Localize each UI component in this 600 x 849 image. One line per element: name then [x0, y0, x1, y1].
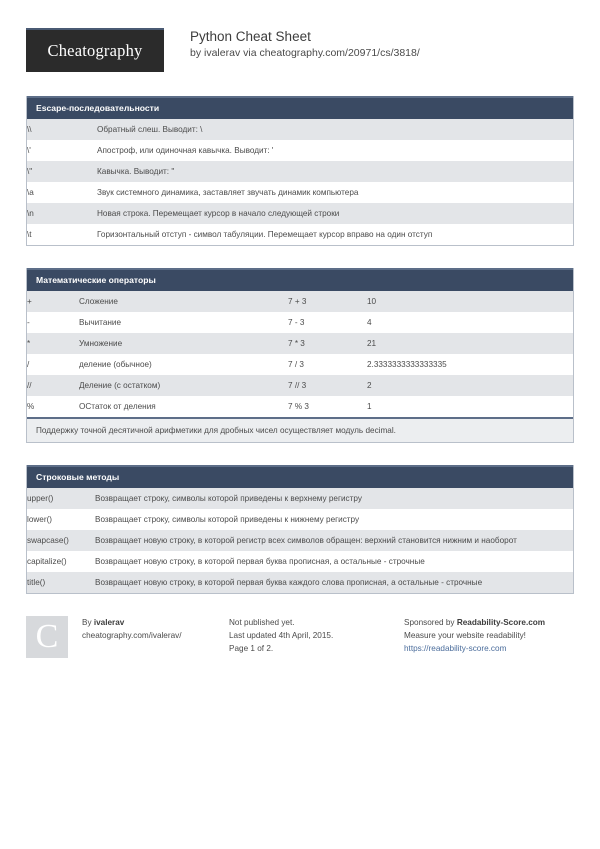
table-row [27, 182, 573, 203]
table-row [27, 119, 573, 140]
section-title: Escape-последовательности [27, 96, 573, 119]
escape-code: \a [27, 182, 97, 203]
author-prefix: By [82, 618, 94, 627]
sponsor-line [404, 616, 545, 629]
string-methods-table [27, 488, 573, 593]
method-name: swapcase() [27, 530, 95, 551]
section-math-operators [26, 268, 574, 443]
method-description: Возвращает строку, символы которой приведены к верхнему регистру [95, 488, 573, 509]
logo-text: Cheatography [47, 41, 143, 60]
operator-result: 1 [367, 396, 573, 417]
escape-code: \' [27, 140, 97, 161]
cheatography-logo[interactable] [26, 28, 164, 72]
publish-status: Not published yet. [229, 618, 295, 627]
escape-code: \" [27, 161, 97, 182]
section-note: Поддержку точной десятичной арифметики для дробных чисел осуществляет модуль decimal. [27, 417, 573, 442]
escape-description: Горизонтальный отступ - символ табуляции. Перемещает курсор вправо на один отступ [97, 224, 573, 245]
escape-code: \t [27, 224, 97, 245]
section-title: Строковые методы [27, 465, 573, 488]
table-row [27, 140, 573, 161]
table-row [27, 509, 573, 530]
author-profile-link[interactable] [82, 629, 229, 642]
author-line [82, 616, 229, 629]
escape-sequences-table [27, 119, 573, 245]
footer-author-column [82, 616, 229, 642]
sponsor-prefix: Sponsored by [404, 618, 457, 627]
operator-name: Деление (с остатком) [79, 375, 288, 396]
method-name: upper() [27, 488, 95, 509]
footer-sponsor-column [404, 616, 545, 655]
avatar: C [26, 616, 68, 658]
operator-result: 10 [367, 291, 573, 312]
table-row [27, 291, 573, 312]
escape-description: Звук системного динамика, заставляет звучать динамик компьютера [97, 182, 573, 203]
table-row [27, 224, 573, 245]
operator-expression: 7 // 3 [288, 375, 367, 396]
escape-description: Кавычка. Выводит: " [97, 161, 573, 182]
operator-name: Умножение [79, 333, 288, 354]
escape-description: Обратный слеш. Выводит: \ [97, 119, 573, 140]
operator-expression: 7 % 3 [288, 396, 367, 417]
page-number: Page 1 of 2. [229, 644, 274, 653]
sponsor-url[interactable]: https://readability-score.com [404, 644, 507, 653]
method-description: Возвращает строку, символы которой приведены к нижнему регистру [95, 509, 573, 530]
method-name: title() [27, 572, 95, 593]
operator-symbol: * [27, 333, 79, 354]
operator-symbol: // [27, 375, 79, 396]
method-description: Возвращает новую строку, в которой первая буква каждого слова прописная, а остальные - строчные [95, 572, 573, 593]
table-row [27, 530, 573, 551]
operator-symbol: + [27, 291, 79, 312]
operator-name: деление (обычное) [79, 354, 288, 375]
operator-symbol: % [27, 396, 79, 417]
method-description: Возвращает новую строку, в которой первая буква прописная, а остальные - строчные [95, 551, 573, 572]
operator-expression: 7 + 3 [288, 291, 367, 312]
section-title: Математические операторы [27, 268, 573, 291]
table-row [27, 375, 573, 396]
page-footer [26, 616, 574, 658]
operator-symbol: / [27, 354, 79, 375]
operator-result: 2.3333333333333335 [367, 354, 573, 375]
page-title: Python Cheat Sheet [190, 29, 311, 44]
table-row [27, 203, 573, 224]
table-row [27, 572, 573, 593]
method-name: lower() [27, 509, 95, 530]
method-name: capitalize() [27, 551, 95, 572]
title-block [190, 28, 420, 60]
operator-expression: 7 - 3 [288, 312, 367, 333]
table-row [27, 551, 573, 572]
table-row [27, 333, 573, 354]
footer-publish-column [229, 616, 404, 655]
table-row [27, 488, 573, 509]
operator-expression: 7 / 3 [288, 354, 367, 375]
operator-name: Вычитание [79, 312, 288, 333]
operator-symbol: - [27, 312, 79, 333]
table-row [27, 354, 573, 375]
author-name: ivalerav [93, 618, 125, 627]
section-string-methods [26, 465, 574, 594]
sponsor-name[interactable]: Readability-Score.com [456, 618, 546, 627]
operator-result: 4 [367, 312, 573, 333]
table-row [27, 312, 573, 333]
page-byline: by ivalerav via cheatography.com/20971/cs/3818/ [190, 47, 420, 59]
table-row [27, 161, 573, 182]
page-header [26, 0, 574, 74]
operator-result: 21 [367, 333, 573, 354]
author-url-text: cheatography.com/ivalerav/ [82, 631, 182, 640]
operator-name: ОСтаток от деления [79, 396, 288, 417]
operator-expression: 7 * 3 [288, 333, 367, 354]
operator-result: 2 [367, 375, 573, 396]
method-description: Возвращает новую строку, в которой регистр всех символов обращен: верхний становится нижним и наоборот [95, 530, 573, 551]
escape-description: Апостроф, или одиночная кавычка. Выводит: ' [97, 140, 573, 161]
escape-code: \n [27, 203, 97, 224]
last-updated: Last updated 4th April, 2015. [229, 631, 334, 640]
escape-description: Новая строка. Перемещает курсор в начало следующей строки [97, 203, 573, 224]
operator-name: Сложение [79, 291, 288, 312]
escape-code: \\ [27, 119, 97, 140]
section-escape-sequences [26, 96, 574, 246]
math-operators-table [27, 291, 573, 417]
sponsor-tagline: Measure your website readability! [404, 631, 526, 640]
table-row [27, 396, 573, 417]
